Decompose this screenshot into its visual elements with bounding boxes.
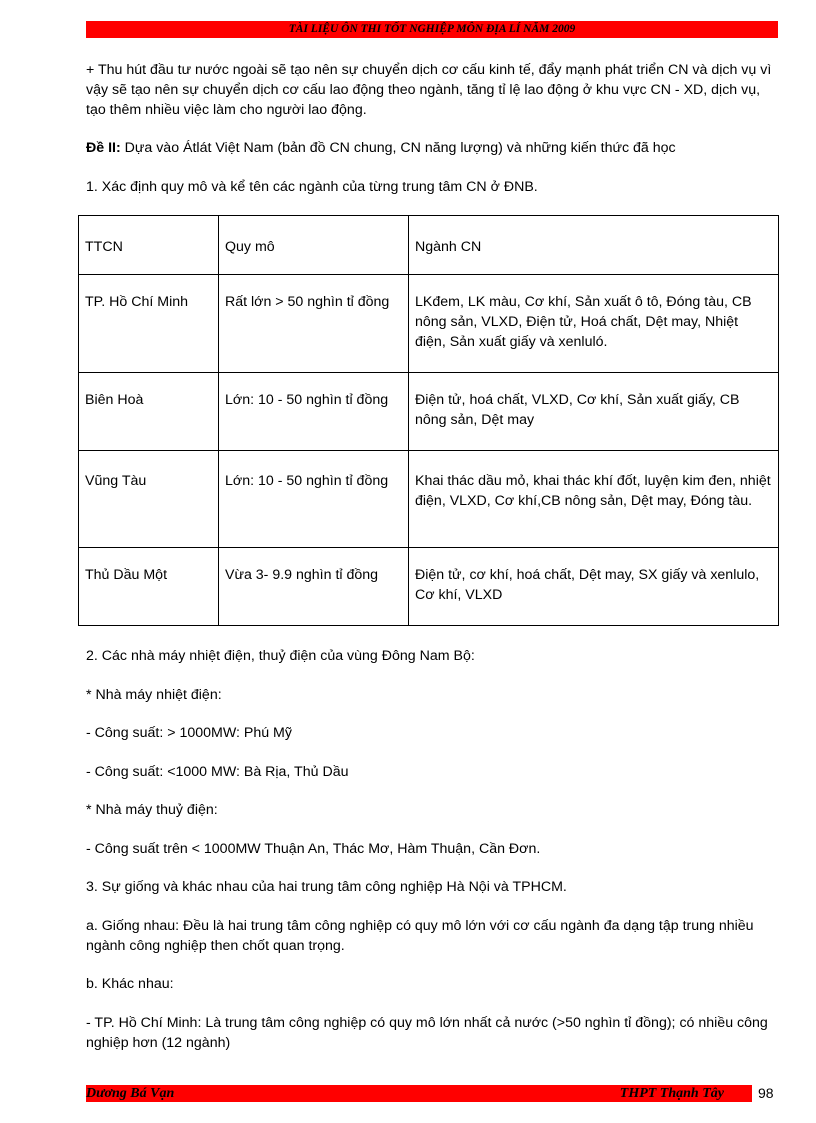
page-header — [86, 21, 778, 38]
table-cell: TP. Hồ Chí Minh — [79, 275, 219, 373]
table-cell: Vừa 3- 9.9 nghìn tỉ đồng — [219, 548, 409, 626]
thermal-line-1: - Công suất: > 1000MW: Phú Mỹ — [86, 725, 292, 741]
table-header-row — [79, 216, 779, 275]
industrial-centers-table — [78, 215, 779, 626]
table-cell: Biên Hoà — [79, 373, 219, 451]
table-cell: Lớn: 10 - 50 nghìn tỉ đồng — [219, 373, 409, 451]
section-3-b1: - TP. Hồ Chí Minh: Là trung tâm công nghiệp có quy mô lớn nhất cả nước (>50 nghìn tỉ đồng); có nhiều công nghiệp hơn (12 ngành) — [86, 1015, 768, 1051]
section-3-title: 3. Sự giống và khác nhau của hai trung tâm công nghiệp Hà Nội và TPHCM. — [86, 879, 567, 895]
section-3-a: a. Giống nhau: Đều là hai trung tâm công nghiệp có quy mô lớn với cơ cấu ngành đa dạng tập trung nhiều ngành công nghiệp then chốt quan trọng. — [86, 918, 754, 954]
table-row — [79, 548, 779, 626]
hydro-line-1: - Công suất trên < 1000MW Thuận An, Thác Mơ, Hàm Thuận, Cần Đơn. — [86, 841, 541, 857]
table-cell: Vũng Tàu — [79, 451, 219, 548]
thermal-line-2: - Công suất: <1000 MW: Bà Rịa, Thủ Dầu — [86, 764, 349, 780]
table-cell: Điện tử, cơ khí, hoá chất, Dệt may, SX giấy và xenlulo, Cơ khí, VLXD — [409, 548, 779, 626]
footer-author — [86, 1085, 356, 1102]
section-3-b: b. Khác nhau: — [86, 976, 174, 992]
footer-school — [356, 1085, 752, 1102]
section-2-title: 2. Các nhà máy nhiệt điện, thuỷ điện của vùng Đông Nam Bộ: — [86, 648, 475, 664]
table-cell: Rất lớn > 50 nghìn tỉ đồng — [219, 275, 409, 373]
table-row — [79, 275, 779, 373]
table-cell: Thủ Dầu Một — [79, 548, 219, 626]
column-header: Ngành CN — [409, 216, 779, 275]
table-row — [79, 451, 779, 548]
exercise-heading — [86, 138, 780, 158]
intro-paragraph: + Thu hút đầu tư nước ngoài sẽ tạo nên sự chuyển dịch cơ cấu kinh tế, đẩy mạnh phát triển CN và dịch vụ vì vậy sẽ tạo nên sự chuyển dịch cơ cấu lao động theo ngành, tăng tỉ lệ lao động ở khu vực CN - XD, dịch vụ, tạo thêm nhiều việc làm cho người lao động. — [86, 62, 772, 118]
thermal-plants-title: * Nhà máy nhiệt điện: — [86, 687, 222, 703]
exercise-text: Dựa vào Átlát Việt Nam (bản đồ CN chung, CN năng lượng) và những kiến thức đã học — [120, 140, 676, 156]
exercise-label: Đề II: — [86, 140, 121, 156]
author-name: Dương Bá Vạn — [86, 1086, 175, 1101]
hydro-plants-title: * Nhà máy thuỷ điện: — [86, 802, 218, 818]
school-name: THPT Thạnh Tây — [619, 1086, 724, 1101]
question-1: 1. Xác định quy mô và kể tên các ngành của từng trung tâm CN ở ĐNB. — [86, 179, 538, 195]
column-header: Quy mô — [219, 216, 409, 275]
page-number: 98 — [758, 1085, 774, 1101]
table-cell: Điện tử, hoá chất, VLXD, Cơ khí, Sản xuất giấy, CB nông sản, Dệt may — [409, 373, 779, 451]
table-row — [79, 373, 779, 451]
table-cell: Khai thác dầu mỏ, khai thác khí đốt, luyện kim đen, nhiệt điện, VLXD, Cơ khí,CB nông sản, Dệt may, Đóng tàu. — [409, 451, 779, 548]
column-header: TTCN — [79, 216, 219, 275]
table-cell: LKđem, LK màu, Cơ khí, Sản xuất ô tô, Đóng tàu, CB nông sản, VLXD, Điện tử, Hoá chất, Dệt may, Nhiệt điện, Sản xuất giấy và xenluló. — [409, 275, 779, 373]
header-title: TÀI LIỆU ÔN THI TỐT NGHIỆP MÔN ĐỊA LÍ NĂM 2009 — [288, 23, 576, 35]
table-cell: Lớn: 10 - 50 nghìn tỉ đồng — [219, 451, 409, 548]
